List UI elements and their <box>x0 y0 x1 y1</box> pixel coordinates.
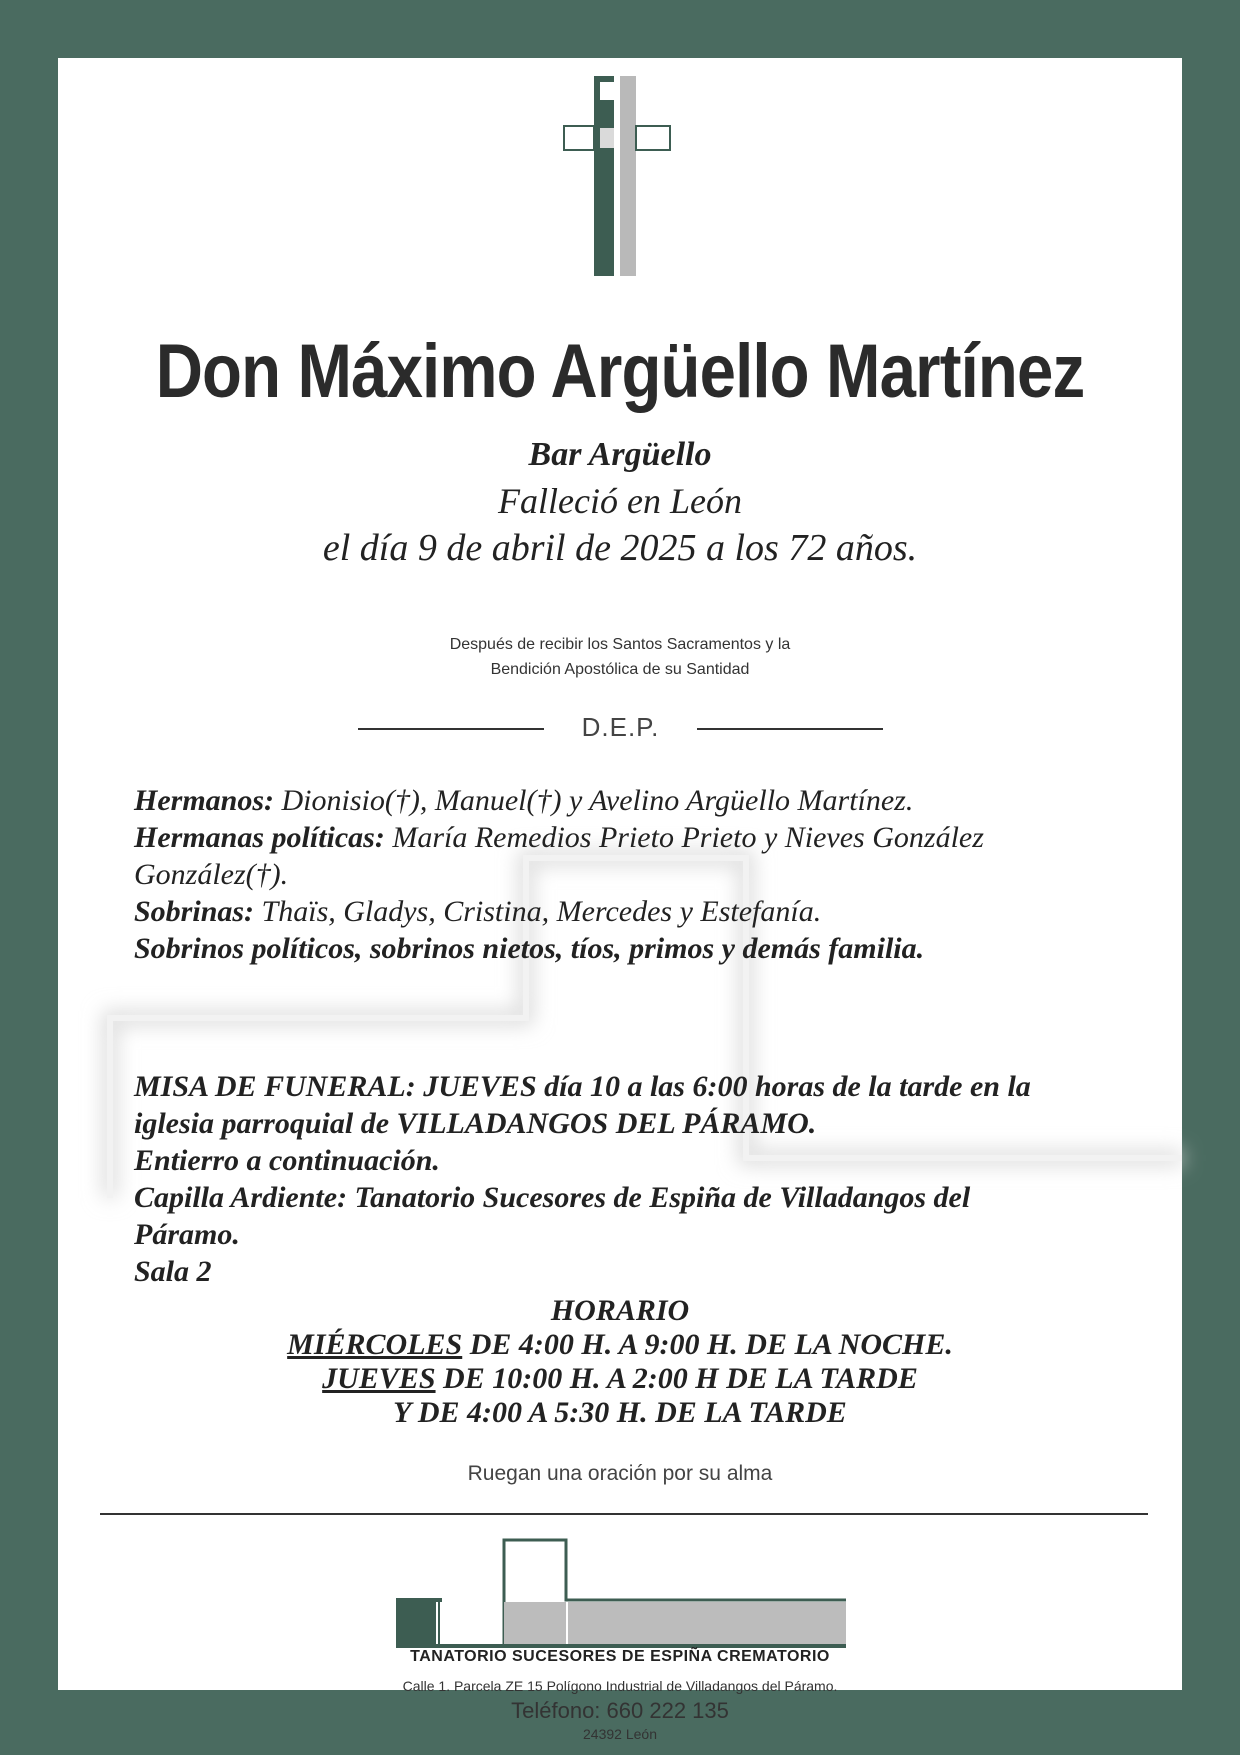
schedule-day-2: JUEVES <box>322 1362 436 1395</box>
nieces-label: Sobrinas: <box>134 895 255 928</box>
cross-icon <box>564 76 676 276</box>
sacraments-line-2: Bendición Apostólica de su Santidad <box>490 661 750 678</box>
funeral-details <box>134 1068 1124 1290</box>
brothers-text: Dionisio(†), Manuel(†) y Avelino Argüello Martínez. <box>274 784 914 817</box>
funeral-home-address: Calle 1. Parcela ZE 15 Polígono Industrial de Villadangos del Páramo. <box>402 1678 838 1694</box>
dep-rule-right <box>697 728 883 730</box>
schedule <box>58 1294 1182 1430</box>
schedule-title: HORARIO <box>550 1294 690 1327</box>
funeral-line-6: Sala 2 <box>134 1255 212 1288</box>
schedule-wednesday <box>58 1328 1182 1362</box>
deceased-name: Don Máximo Argüello Martínez <box>155 329 1085 414</box>
deceased-business: Bar Argüello <box>528 436 712 473</box>
family-brothers <box>134 782 1134 819</box>
schedule-day-2-text: DE 10:00 H. A 2:00 H DE LA TARDE <box>435 1362 918 1395</box>
funeral-line-4: Capilla Ardiente: Tanatorio Sucesores de Espiña de Villadangos del <box>134 1181 971 1214</box>
dep-divider <box>358 710 883 750</box>
funeral-line-3: Entierro a continuación. <box>134 1144 440 1177</box>
funeral-line-2: iglesia parroquial de VILLADANGOS DEL PÁRAMO. <box>134 1107 817 1140</box>
sacraments-line-1: Después de recibir los Santos Sacramentos y la <box>449 636 791 653</box>
funeral-home-logo <box>396 1538 846 1648</box>
schedule-thursday <box>58 1362 1182 1396</box>
prayer-request: Ruegan una oración por su alma <box>467 1462 773 1485</box>
schedule-thursday-extra: Y DE 4:00 A 5:30 H. DE LA TARDE <box>393 1396 847 1429</box>
family-sisters-in-law-cont: González(†). <box>134 858 289 891</box>
sacraments-text <box>58 632 1182 682</box>
schedule-day-1: MIÉRCOLES <box>287 1328 463 1361</box>
sisters-in-law-text: María Remedios Prieto Prieto y Nieves González <box>384 821 984 854</box>
obituary-sheet <box>58 58 1182 1742</box>
died-in-text: Falleció en León <box>498 481 742 521</box>
dep-rule-left <box>358 728 544 730</box>
schedule-day-1-text: DE 4:00 H. A 9:00 H. DE LA NOCHE. <box>462 1328 953 1361</box>
family-nieces <box>134 893 1134 930</box>
dep-text: D.E.P. <box>581 712 660 742</box>
funeral-home-name: TANATORIO SUCESORES DE ESPIÑA CREMATORIO <box>410 1648 830 1665</box>
funeral-line-1: MISA DE FUNERAL: JUEVES día 10 a las 6:00 horas de la tarde en la <box>134 1070 1031 1103</box>
sisters-in-law-label: Hermanas políticas: <box>134 821 385 854</box>
funeral-home-phone: Teléfono: 660 222 135 <box>511 1698 729 1723</box>
family-list <box>134 782 1134 967</box>
family-others <box>134 930 1134 967</box>
funeral-line-5: Páramo. <box>134 1218 240 1251</box>
brothers-label: Hermanos: <box>134 784 275 817</box>
family-others-text: Sobrinos políticos, sobrinos nietos, tíos, primos y demás familia. <box>134 932 925 965</box>
nieces-text: Thaïs, Gladys, Cristina, Mercedes y Estefanía. <box>254 895 822 928</box>
death-date-text: el día 9 de abril de 2025 a los 72 años. <box>322 527 918 569</box>
funeral-home-postal: 24392 León <box>583 1726 657 1742</box>
family-sisters-in-law <box>134 819 1134 856</box>
footer-separator <box>100 1513 1148 1515</box>
